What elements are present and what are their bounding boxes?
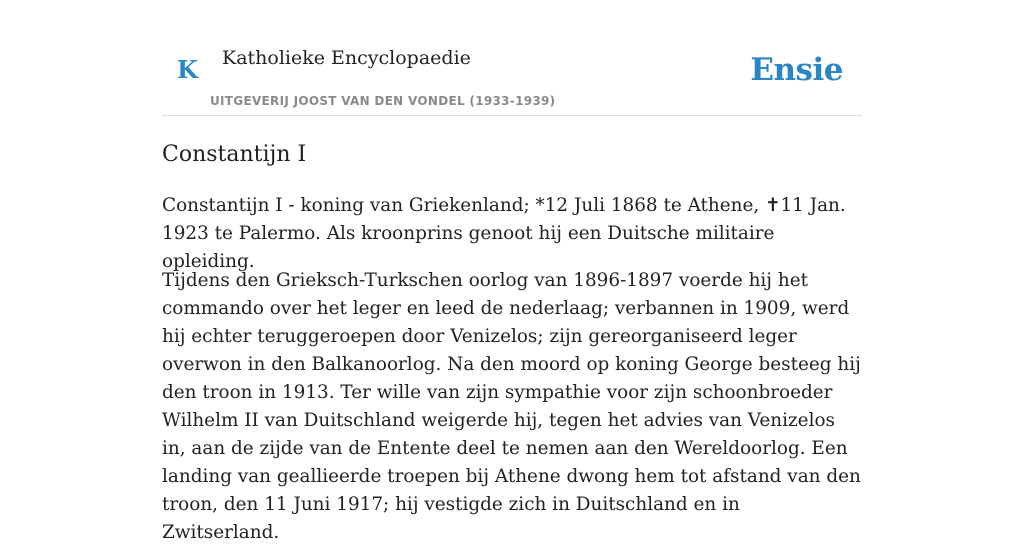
ensie-logo-link[interactable]: Ensie	[750, 52, 843, 88]
publisher-subtitle: UITGEVERIJ JOOST VAN DEN VONDEL (1933-1939)	[210, 94, 556, 108]
header	[162, 0, 862, 116]
page	[162, 0, 862, 543]
encyclopedia-logo[interactable]: K	[177, 55, 198, 84]
entry-paragraph-2: Tijdens den Grieksch-Turkschen oorlog van 1896-1897 voerde hij het commando over het leger en leed de nederlaag; verbannen in 1909, werd hij echter teruggeroepen door Venizelos; zijn gereorganiseerd leger overwon in den Balkanoorlog. Na den moord op koning George besteeg hij den troon in 1913. Ter wille van zijn sympathie voor zijn schoonbroeder Wilhelm II van Duitschland weigerde hij, tegen het advies van Venizelos in, aan de zijde van de Entente deel te nemen aan den Wereldoorlog. Een landing van geallieerde troepen bij Athene dwong hem tot afstand van den troon, den 11 Juni 1917; hij vestigde zich in Duitschland en in Zwitserland.	[162, 270, 861, 543]
entry-paragraph-1: Constantijn I - koning van Griekenland; *12 Juli 1868 te Athene, ✝11 Jan. 1923 te Palermo. Als kroonprins genoot hij een Duitsche militaire opleiding.	[162, 195, 846, 272]
entry-title: Constantijn I	[162, 142, 307, 167]
book-title-link[interactable]: Katholieke Encyclopaedie	[222, 47, 471, 69]
